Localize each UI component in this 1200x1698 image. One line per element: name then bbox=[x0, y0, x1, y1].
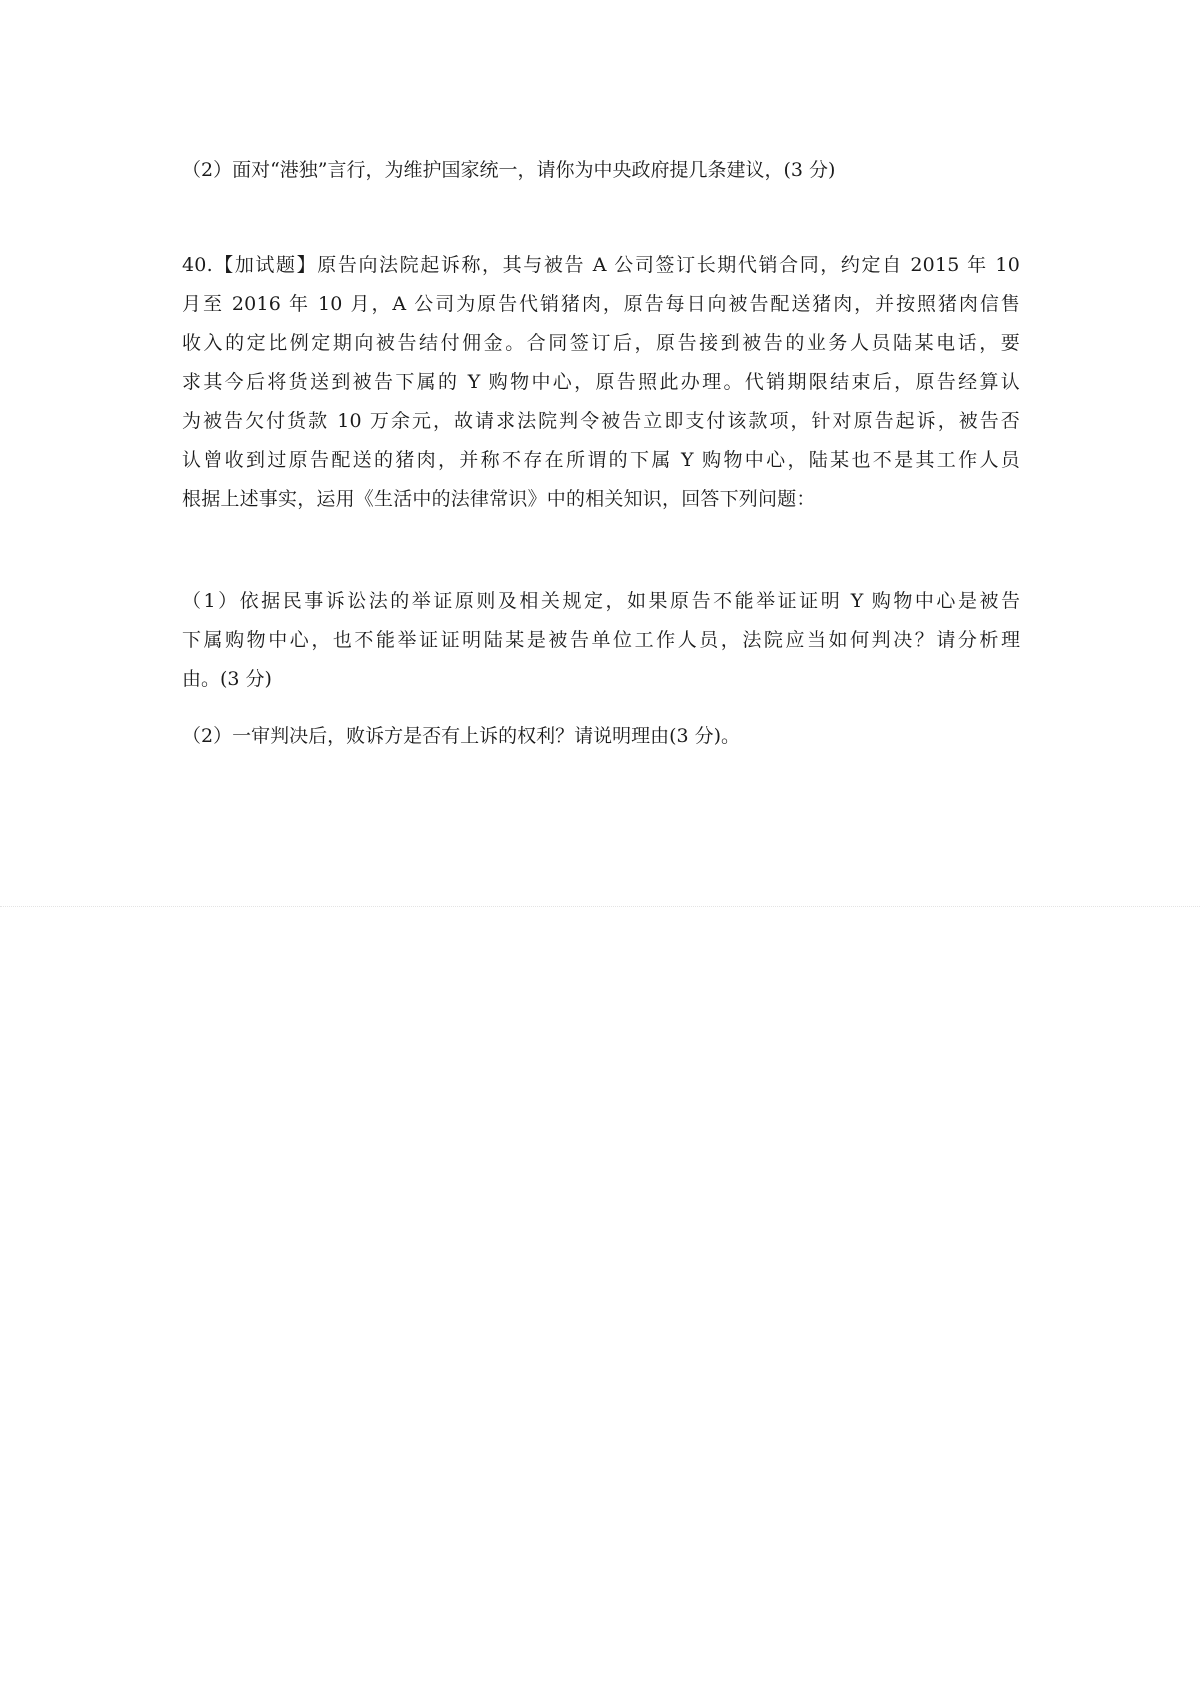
question-40-part-1-line-3: 由。(3 分) bbox=[182, 668, 272, 690]
question-40-part-2 bbox=[182, 717, 1020, 756]
question-40-line-6: 认曾收到过原告配送的猪肉，并称不存在所谓的下属 Y 购物中心，陆某也不是其工作人员 bbox=[182, 449, 1020, 471]
question-40-line-2: 月至 2016 年 10 月，A 公司为原告代销猪肉，原告每日向被告配送猪肉，并按照猪肉信售 bbox=[182, 293, 1020, 315]
question-40-line-7: 根据上述事实，运用《生活中的法律常识》中的相关知识，回答下列问题： bbox=[182, 488, 816, 510]
question-40-stem bbox=[182, 246, 1020, 519]
question-40-line-5: 为被告欠付货款 10 万余元，故请求法院判令被告立即支付该款项，针对原告起诉，被告否 bbox=[182, 410, 1020, 432]
question-40-line-4: 求其今后将货送到被告下属的 Y 购物中心，原告照此办理。代销期限结束后，原告经算认 bbox=[182, 371, 1020, 393]
question-40-part-1-line-2: 下属购物中心，也不能举证证明陆某是被告单位工作人员，法院应当如何判决？请分析理 bbox=[182, 629, 1020, 651]
question-40-line-1: 40.【加试题】原告向法院起诉称，其与被告 A 公司签订长期代销合同，约定自 2015 年 10 bbox=[182, 254, 1020, 276]
question-40-line-3: 收入的定比例定期向被告结付佣金。合同签订后，原告接到被告的业务人员陆某电话，要 bbox=[182, 332, 1020, 354]
question-39-part-2: （2）面对“港独”言行，为维护国家统一，请你为中央政府提几条建议，(3 分) bbox=[182, 159, 836, 181]
question-40-part-2-line-1: （2）一审判决后，败诉方是否有上诉的权利？请说明理由(3 分)。 bbox=[182, 725, 741, 747]
question-40-part-1-line-1: （1）依据民事诉讼法的举证原则及相关规定，如果原告不能举证证明 Y 购物中心是被告 bbox=[182, 590, 1020, 612]
question-40-part-1 bbox=[182, 582, 1020, 699]
page-divider bbox=[0, 906, 1200, 907]
